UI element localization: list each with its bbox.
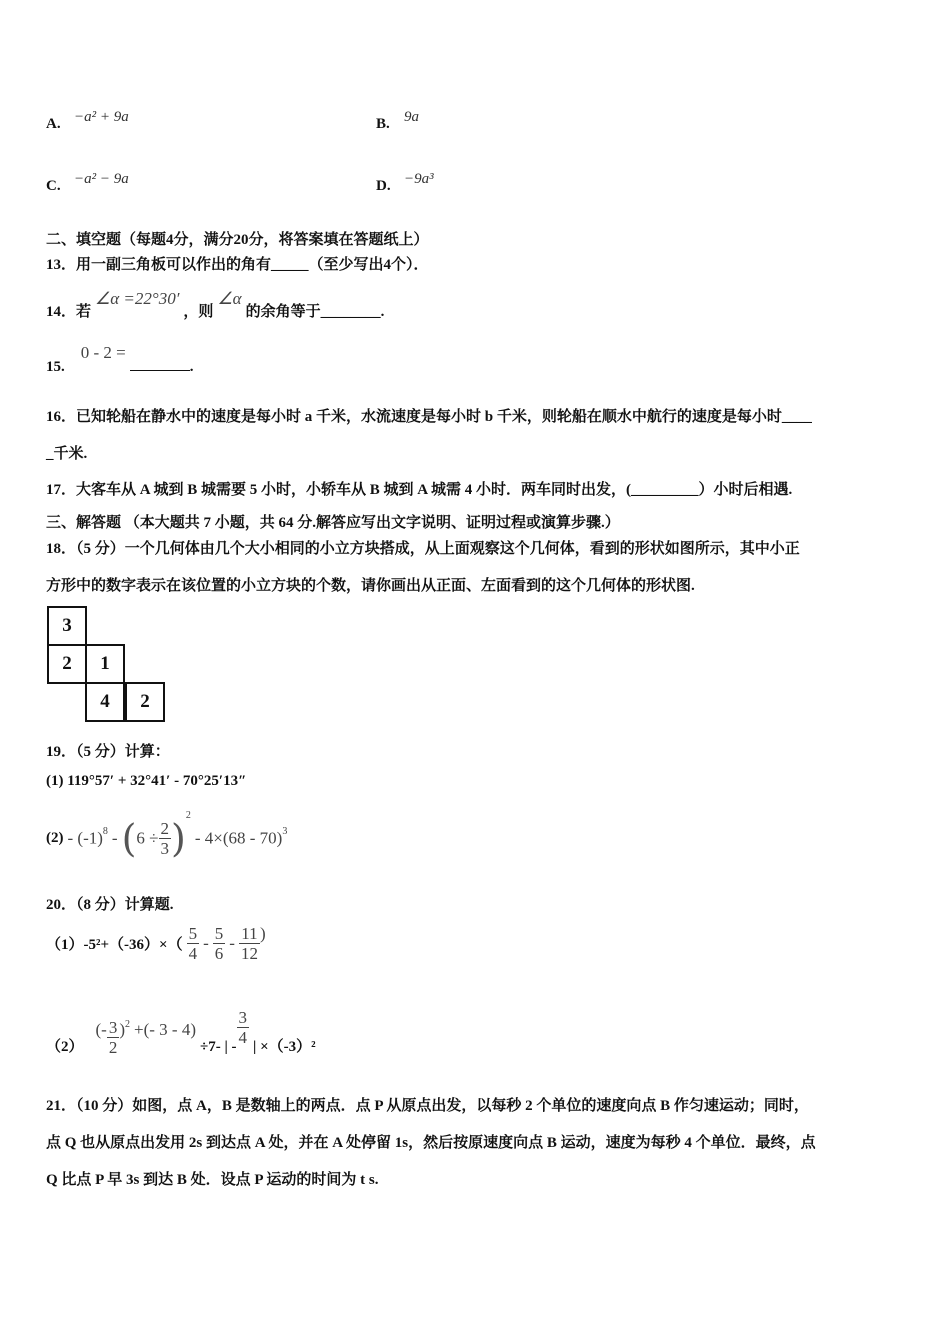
question-16-line1: 16．已知轮船在静水中的速度是每小时 a 千米，水流速度是每小时 b 千米，则轮船在顺水中航行的速度是每小时____ bbox=[46, 409, 812, 425]
grid-cell-r3c2: 4 bbox=[85, 682, 125, 722]
q20-2-label: （2） bbox=[46, 1039, 84, 1055]
question-16-line2: _千米. bbox=[46, 446, 88, 462]
q19-2-exp2: 2 bbox=[185, 810, 191, 821]
q20-2-exp: 2 bbox=[125, 1019, 131, 1030]
q20-1-label: （1）-5²+（-36）×（ bbox=[46, 937, 183, 953]
q20-2-frac1-den: 2 bbox=[108, 1037, 118, 1057]
question-19-part1: (1) 119°57′ + 32°41′ - 70°25′13″ bbox=[46, 773, 247, 789]
q20-2-frac2 bbox=[237, 1008, 250, 1047]
q14-math2: ∠α bbox=[217, 289, 242, 308]
q20-1-frac3-den: 12 bbox=[240, 944, 258, 963]
question-21-line3: Q 比点 P 早 3s 到达 B 处．设点 P 运动的时间为 t s. bbox=[46, 1172, 379, 1188]
choice-a-label: A. bbox=[46, 116, 61, 132]
q19-2-frac-num: 2 bbox=[160, 818, 169, 838]
choice-b-label: B. bbox=[376, 116, 390, 132]
q19-2-fraction bbox=[159, 819, 172, 858]
question-18-line1: 18．（5 分）一个几何体由几个大小相同的小立方块搭成，从上面观察这个几何体，看到的形状如图所示，其中小正 bbox=[46, 541, 800, 557]
question-20-part2 bbox=[46, 1008, 316, 1057]
q20-1-frac1-den: 4 bbox=[188, 944, 198, 963]
grid-cell-r3c3: 2 bbox=[125, 682, 165, 722]
grid-cell-r2c2: 1 bbox=[85, 644, 125, 684]
grid-cell-r2c1: 2 bbox=[47, 644, 87, 684]
q20-2-tail: | ×（-3）² bbox=[253, 1039, 316, 1055]
q19-2-term3: 6 ÷ bbox=[136, 828, 159, 848]
grid-cell-r1c1: 3 bbox=[47, 606, 87, 646]
question-20-part1: （1）-5²+（-36）×（ $\frac{5}{4}$ - $\frac{5}{6}$ - $\frac{11}{12}$ ) bbox=[46, 924, 266, 963]
q14-math1: ∠α =22°30′ bbox=[95, 289, 180, 308]
q19-2-term4: - 4×(68 - 70) bbox=[194, 828, 283, 848]
q14-mid: ，则 bbox=[183, 304, 214, 320]
question-19-part2 bbox=[46, 810, 287, 860]
q20-1-frac2-num: 5 bbox=[214, 924, 224, 943]
question-17: 17．大客车从 A 城到 B 城需要 5 小时，小轿车从 B 城到 A 城需 4 小时．两车同时出发，(_________）小时后相遇. bbox=[46, 482, 793, 498]
section2-heading: 二、填空题（每题4分，满分20分，将答案填在答题纸上） bbox=[46, 232, 429, 248]
choice-c-expr: −a² − 9a bbox=[74, 171, 129, 187]
q20-1-frac3-num: 11 bbox=[239, 924, 260, 944]
question-13: 13．用一副三角板可以作出的角有_____（至少写出4个）． bbox=[46, 257, 429, 273]
choice-a-expr: −a² + 9a bbox=[74, 109, 129, 125]
q20-1-frac2 bbox=[213, 924, 226, 963]
q20-2-post: ) bbox=[119, 1020, 126, 1039]
question-21-line2: 点 Q 也从原点出发用 2s 到达点 A 处，并在 A 处停留 1s，然后按原速度向点 B 运动，速度为每秒 4 个单位．最终，点 bbox=[46, 1135, 816, 1151]
q20-2-mid: +(- 3 - 4) bbox=[134, 1020, 196, 1039]
q20-2-frac1 bbox=[107, 1018, 120, 1057]
choice-d-label: D. bbox=[376, 178, 391, 194]
question-15: 15. 0 - 2 = . bbox=[46, 343, 194, 375]
question-18-line2: 方形中的数字表示在该位置的小立方块的个数，请你画出从正面、左面看到的这个几何体的形状图. bbox=[46, 578, 695, 594]
section3-heading: 三、解答题 （本大题共 7 小题，共 64 分.解答应写出文字说明、证明过程或演算步骤.） bbox=[46, 515, 620, 531]
q20-2-frac2-num: 3 bbox=[238, 1008, 248, 1027]
question-19-title: 19．（5 分）计算： bbox=[46, 744, 170, 760]
q20-2-pre: (- bbox=[95, 1020, 107, 1039]
q20-2-frac2-den: 4 bbox=[238, 1028, 248, 1047]
q19-2-minus: - bbox=[111, 828, 118, 848]
q14-tail: 的余角等于________. bbox=[245, 304, 385, 320]
q15-math: 0 - 2 = bbox=[80, 343, 126, 362]
choice-d-expr: −9a³ bbox=[404, 171, 434, 187]
left-paren: ( bbox=[121, 816, 137, 861]
q19-2-exp3: 3 bbox=[282, 826, 288, 837]
q20-1-frac1-num: 5 bbox=[188, 924, 198, 943]
q20-1-frac1 bbox=[187, 924, 200, 963]
q19-2-term1: - (-1) bbox=[67, 828, 103, 848]
q19-2-frac-den: 3 bbox=[160, 838, 169, 858]
q19-2-label: (2) bbox=[46, 829, 64, 846]
choice-c-label: C. bbox=[46, 178, 61, 194]
question-20-title: 20．（8 分）计算题. bbox=[46, 897, 174, 913]
q15-number: 15. bbox=[46, 359, 65, 375]
q19-2-exp1: 8 bbox=[102, 826, 108, 837]
question-14 bbox=[46, 288, 385, 320]
choice-b-expr: 9a bbox=[404, 109, 419, 125]
q20-1-frac2-den: 6 bbox=[214, 944, 224, 963]
q20-2-frac1-num: 3 bbox=[108, 1017, 118, 1037]
q20-1-close: ) bbox=[259, 924, 266, 944]
q14-number: 14．若 bbox=[46, 304, 92, 320]
q15-blank bbox=[130, 356, 190, 371]
q20-2-div: ÷7- | - bbox=[200, 1039, 237, 1055]
right-paren: ) bbox=[171, 816, 186, 861]
q20-1-frac3 bbox=[239, 924, 260, 963]
question-21-line1: 21．（10 分）如图，点 A，B 是数轴上的两点．点 P 从原点出发，以每秒 2 个单位的速度向点 B 作匀速运动；同时， bbox=[46, 1098, 809, 1114]
